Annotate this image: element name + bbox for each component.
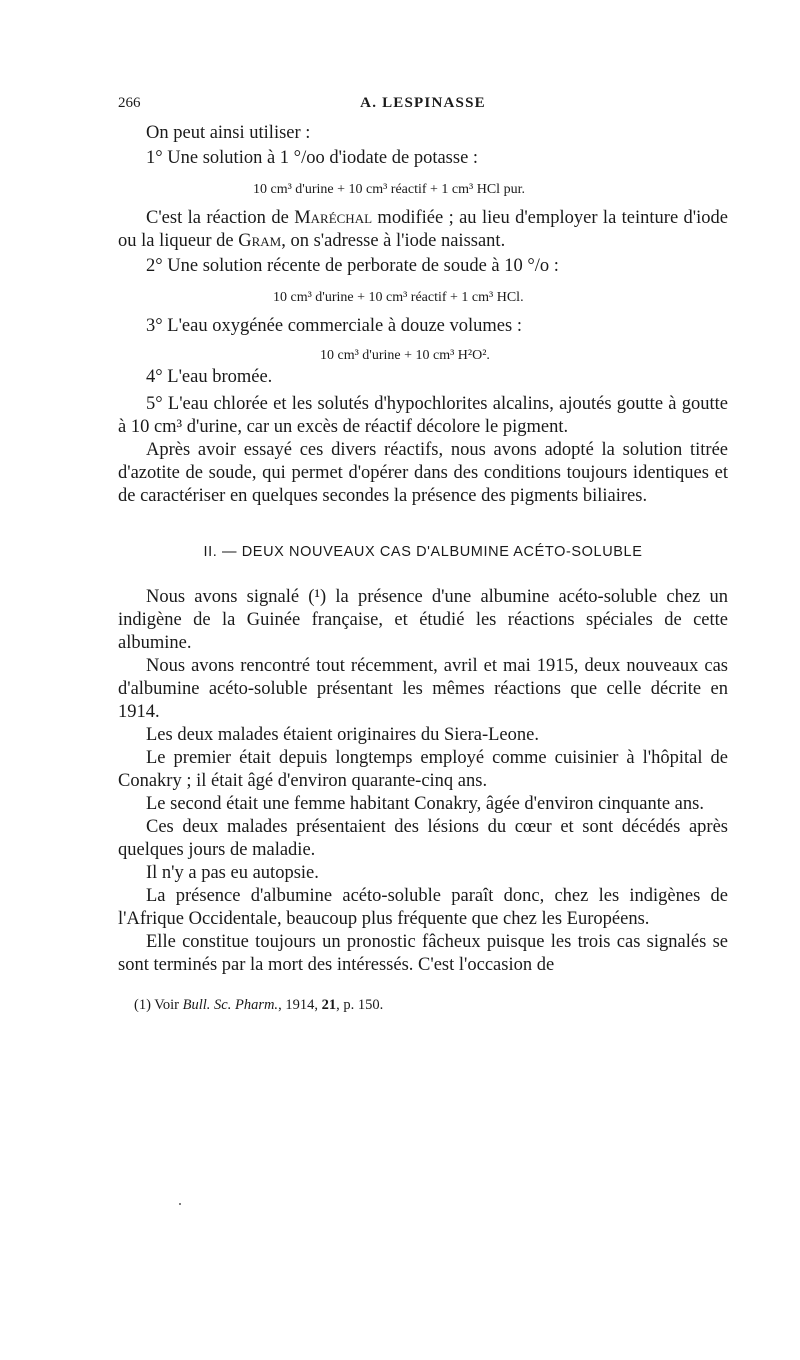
formula-3: 10 cm³ d'urine + 10 cm³ H²O². — [320, 348, 490, 363]
item-1: 1° Une solution à 1 °/oo d'iodate de potasse : — [146, 148, 479, 168]
footnote — [118, 995, 728, 1015]
item-2: 2° Une solution récente de perborate de soude à 10 °/o : — [146, 256, 559, 276]
footnote-volume: 21 — [321, 997, 337, 1013]
text-run: modifiée ; au lieu d'employer la teinture d'iode ou la liqueur de — [118, 208, 728, 251]
footnote-year: , 1914, — [278, 997, 322, 1013]
text-run: C'est la réaction de — [146, 208, 295, 228]
intro-line: On peut ainsi utiliser : — [146, 123, 311, 143]
page-number: 266 — [118, 95, 141, 111]
footnote-journal: Bull. Sc. Pharm. — [182, 997, 279, 1013]
section-heading: II. — DEUX NOUVEAUX CAS D'ALBUMINE ACÉTO-SOLUBLE — [203, 544, 643, 560]
paragraph-marechal — [118, 207, 728, 253]
formula-2: 10 cm³ d'urine + 10 cm³ réactif + 1 cm³ HCl. — [273, 290, 524, 305]
text-run: , on s'adresse à l'iode naissant. — [281, 231, 506, 251]
section-paragraph: Le premier était depuis longtemps employé comme cuisinier à l'hôpital de Conakry ; il était âgé d'environ quarante-cinq ans. — [118, 748, 728, 791]
section-paragraph: Il n'y a pas eu autopsie. — [146, 863, 319, 883]
page-body — [118, 122, 728, 1015]
paragraph-reagents: Après avoir essayé ces divers réactifs, nous avons adopté la solution titrée d'azotite de soude, qui permet d'opérer dans des conditions toujours identiques et de caractériser en quelques secondes la présence des pigments biliaires. — [118, 440, 728, 506]
print-speck — [179, 1203, 181, 1205]
section-paragraph: Les deux malades étaient originaires du Siera-Leone. — [146, 725, 539, 745]
section-paragraph: Le second était une femme habitant Conakry, âgée d'environ cinquante ans. — [146, 794, 704, 814]
name-gram: Gram — [238, 231, 282, 251]
section-paragraph: La présence d'albumine acéto-soluble paraît donc, chez les indigènes de l'Afrique Occidentale, beaucoup plus fréquente que chez les Européens. — [118, 886, 728, 929]
name-marechal: Maréchal — [294, 208, 373, 228]
item-4: 4° L'eau bromée. — [146, 367, 273, 387]
page-header — [118, 95, 728, 119]
section-paragraph: Nous avons signalé (¹) la présence d'une albumine acéto-soluble chez un indigène de la Guinée française, et étudié les réactions spéciales de cette albumine. — [118, 587, 728, 653]
item-3: 3° L'eau oxygénée commerciale à douze volumes : — [146, 316, 522, 336]
footnote-page: , p. 150. — [336, 997, 384, 1013]
section-paragraph: Elle constitue toujours un pronostic fâcheux puisque les trois cas signalés se sont terminés par la mort des intéressés. C'est l'occasion de — [118, 932, 728, 975]
section-paragraph: Nous avons rencontré tout récemment, avril et mai 1915, deux nouveaux cas d'albumine acéto-soluble présentant les mêmes réactions que celle décrite en 1914. — [118, 656, 728, 722]
running-head: A. LESPINASSE — [360, 95, 486, 111]
footnote-marker: (1) Voir — [134, 997, 183, 1013]
item-5: 5° L'eau chlorée et les solutés d'hypochlorites alcalins, ajoutés goutte à goutte à 10 cm³ d'urine, car un excès de réactif décolore le pigment. — [118, 394, 728, 437]
formula-1: 10 cm³ d'urine + 10 cm³ réactif + 1 cm³ HCl pur. — [253, 182, 525, 197]
section-paragraph: Ces deux malades présentaient des lésions du cœur et sont décédés après quelques jours de maladie. — [118, 817, 728, 860]
